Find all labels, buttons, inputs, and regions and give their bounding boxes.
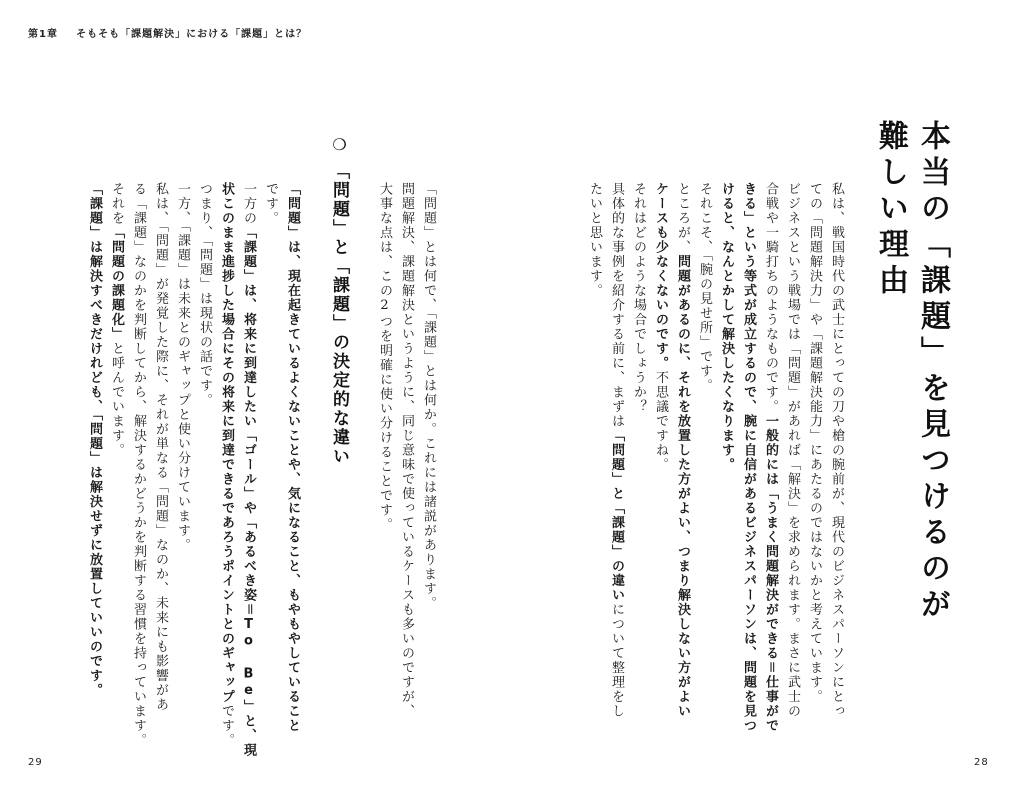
right-col-4-bold: 一般的には「うまく問題解決ができる＝仕事がで [763,414,778,733]
right-col-4-a: 合戦や一騎打ちのようなものです。 [763,182,778,414]
right-col-8 [676,182,689,719]
left-col-1 [286,182,299,733]
left-col-8: る「課題」なのかを判断してから、解決するかどうかを判断する習慣を持っています。 [131,182,146,748]
left-col-4 [220,182,233,748]
left-col-9-b: と呼んでいます。 [109,341,124,458]
left-upper-col-3: 大事な点は、この2つを明確に使い分けることです。 [377,182,392,532]
right-col-2: ての「問題解決力」や「課題解決能力」にあたるのではないかと考えています。 [807,182,822,704]
main-title-line2: 難しい理由 [873,120,908,300]
right-col-5 [742,182,755,733]
left-col-6: 一方、「課題」は未来とのギャップと使い分けています。 [175,182,190,553]
chapter-label: 第1章 [28,29,58,40]
left-col-7: 私は、「問題」が発覚した際に、それが単なる「問題」なのか、未来にも影響があ [153,182,168,712]
left-upper-col-1: 「問題」とは何で、「課題」とは何か。これには諸説があります。 [421,182,436,611]
right-col-11-bold: 「問題」と「課題」の違い [609,428,624,603]
right-col-11-a: 具体的な事例を紹介する前に、まずは [609,182,624,429]
right-col-6 [720,182,733,472]
left-col-9 [110,182,123,458]
right-col-9-b: 不思議ですね。 [653,370,668,472]
chapter-title: そもそも「課題解決」における「課題」とは？ [76,29,308,40]
right-col-7: それこそ、「腕の見せ所」です。 [697,182,712,393]
page-number-left: 29 [28,757,43,768]
right-col-8-bold: 問題があるのに、それを放置した方がよい、つまり解決しない方がよい [675,254,690,719]
right-col-12: たいと思います。 [587,182,602,298]
right-col-11-b: について整理をし [609,602,624,719]
left-col-1-bold: 「問題」は、現在起きているよくないことや、気になること、もやもやしていること [285,182,300,733]
right-col-5-bold: きる」という等式が成立するので、腕に自信があるビジネスパーソンは、問題を見つ [741,182,756,733]
left-col-5: つまり、「問題」は現状の話です。 [197,182,212,408]
page-number-right: 28 [974,757,989,768]
left-col-9-a: それを [109,182,124,226]
left-col-3-bold: 「課題」は、将来に到達したい「ゴール」や「あるべき姿＝To Be」と、現 [241,225,256,758]
left-col-10 [88,182,101,698]
left-upper-col-2: 問題解決、課題解決というように、同じ意味で使っているケースも多いのですが、 [399,182,414,719]
left-col-3-a: 一方の [241,182,256,226]
right-col-6-bold: けると、なんとかして解決したくなります。 [719,182,734,472]
left-col-10-bold: 「課題」は解決すべきだけれども、「問題」は解決せずに放置していいのです。 [87,182,102,698]
left-col-4-b: です。 [219,704,234,748]
right-col-3: ビジネスという戦場では「問題」があれば「解決」を求められます。まさに武士の [785,182,800,719]
section-subheading [330,135,347,466]
left-col-9-bold: 「問題の課題化」 [109,225,124,342]
right-col-1: 私は、戦国時代の武士にとっての刀や槍の腕前が、現代のビジネスパーソンにとっ [829,182,844,719]
running-header [28,25,307,40]
right-col-10: それはどのような場合でしょうか？ [631,182,646,414]
right-col-9-bold: ケースも少なくないのです。 [653,182,668,371]
right-col-11 [610,182,623,719]
left-col-2: です。 [263,182,278,226]
section-subheading-text: 「問題」と「課題」の決定的な違い [329,162,349,466]
right-col-4 [764,182,777,733]
main-title-line1: 本当の「課題」を見つけるのが [915,120,950,624]
section-mark-icon: ❍ [330,135,349,156]
left-col-4-bold: 状このまま進捗した場合にその将来に到達できるであろうポイントとのギャップ [219,182,234,704]
right-col-9 [654,182,667,472]
left-col-3 [242,182,255,758]
right-col-8-a: ところが、 [675,182,690,255]
